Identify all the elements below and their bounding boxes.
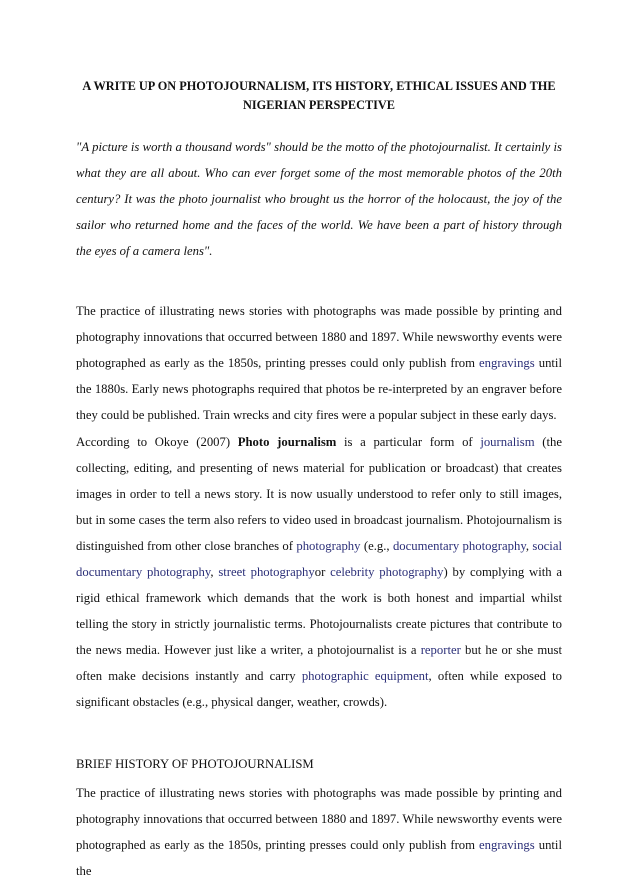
history-text-1: The practice of illustrating news stories with photographs was made possible by printing and photography innovations that occurred between 1880 and 1897. While newsworthy events were photographed as early as the 1850s, printing presses could only publish from	[76, 786, 562, 852]
street-photography-link[interactable]: street photography	[218, 565, 315, 579]
intro-paragraph	[76, 298, 562, 428]
definition-text-1: According to Okoye (2007)	[76, 435, 238, 449]
social-documentary-photography-link[interactable]: social documentary photography	[76, 539, 562, 579]
history-engravings-link[interactable]: engravings	[479, 838, 535, 852]
definition-text-7: or	[314, 565, 331, 579]
definition-text-2: is a particular form of	[336, 435, 481, 449]
document-title	[76, 0, 562, 115]
history-paragraph	[76, 780, 562, 884]
photographic-equipment-link[interactable]: photographic equipment	[301, 669, 429, 683]
title-line-2: NIGERIAN PERSPECTIVE	[242, 98, 396, 112]
title-line-1: A WRITE UP ON PHOTOJOURNALISM, ITS HISTORY, ETHICAL ISSUES AND THE	[82, 79, 556, 93]
celebrity-photography-link[interactable]: celebrity photography	[330, 565, 444, 579]
journalism-link[interactable]: journalism	[480, 435, 535, 449]
photography-link[interactable]: photography	[296, 539, 361, 553]
photo-journalism-term: Photo journalism	[237, 435, 337, 449]
definition-text-9: but he or she must often make decisions instantly and carry	[76, 643, 562, 683]
intro-text-1: The practice of illustrating news stories with photographs was made possible by printing and photography innovations that occurred between 1880 and 1897. While newsworthy events were photographed as early as the 1850s, printing presses could only publish from	[76, 304, 562, 370]
history-text-2: until the	[76, 838, 562, 878]
definition-paragraph	[76, 429, 562, 715]
definition-text-4: (e.g.,	[360, 539, 393, 553]
definition-text-6: ,	[210, 565, 219, 579]
engravings-link[interactable]: engravings	[479, 356, 535, 370]
definition-text-5: ,	[525, 539, 533, 553]
opening-quote: "A picture is worth a thousand words" should be the motto of the photojournalist. It certainly is what they are all about. Who can ever forget some of the most memorable photos of the 20th century? It was the photo journalist who brought us the horror of the holocaust, the joy of the sailor who returned home and the faces of the world. We have been a part of history through the eyes of a camera lens".	[76, 140, 562, 258]
definition-text-8: ) by complying with a rigid ethical framework which demands that the work is both honest and impartial whilst telling the story in strictly journalistic terms. Photojournalists create pictures that contribute to the news media. However just like a writer, a photojournalist is a	[76, 565, 563, 657]
intro-text-2: until the 1880s. Early news photographs required that photos be re-interpreted by an engraver before they could be published. Train wrecks and city fires were a popular subject in these early days.	[76, 356, 562, 422]
documentary-photography-link[interactable]: documentary photography	[392, 539, 526, 553]
definition-text-10: , often while exposed to significant obstacles (e.g., physical danger, weather, crowds).	[76, 669, 562, 709]
reporter-link[interactable]: reporter	[420, 643, 461, 657]
definition-text-3: (the collecting, editing, and presenting of news material for publication or broadcast) that creates images in order to tell a news story. It is now usually understood to refer only to still images, but in some cases the term also refers to video used in broadcast journalism. Photojournalism is distinguished from other close branches of	[76, 435, 562, 553]
section-heading: BRIEF HISTORY OF PHOTOJOURNALISM	[76, 757, 314, 771]
